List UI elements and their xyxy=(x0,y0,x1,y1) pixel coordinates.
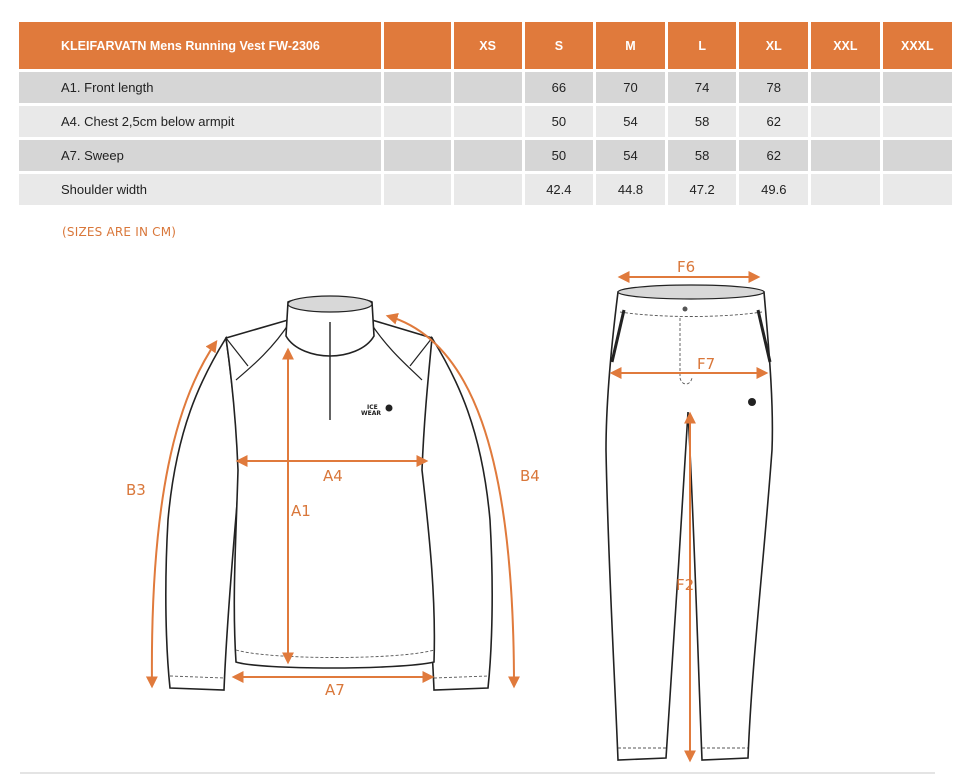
table-cell: 62 xyxy=(739,140,808,171)
table-cell: 50 xyxy=(525,140,594,171)
jacket-collar-opening xyxy=(288,296,372,312)
table-cell: 54 xyxy=(596,106,665,137)
label-a7: A7 xyxy=(325,681,345,699)
table-cell: 58 xyxy=(668,140,737,171)
table-cell: 54 xyxy=(596,140,665,171)
pants-waist-opening xyxy=(618,285,764,299)
table-title: KLEIFARVATN Mens Running Vest FW-2306 xyxy=(19,22,381,69)
label-f2: F2 xyxy=(676,576,695,594)
size-header-l: L xyxy=(668,22,737,69)
row-label: Shoulder width xyxy=(19,174,381,205)
label-a1: A1 xyxy=(291,502,311,520)
jacket-left-sleeve xyxy=(166,338,240,690)
table-cell: 44.8 xyxy=(596,174,665,205)
table-cell: 42.4 xyxy=(525,174,594,205)
table-cell: 49.6 xyxy=(739,174,808,205)
pants-logo-icon xyxy=(748,398,756,406)
size-header-s: S xyxy=(525,22,594,69)
table-cell: 58 xyxy=(668,106,737,137)
table-cell: 78 xyxy=(739,72,808,103)
size-header-xl: XL xyxy=(739,22,808,69)
table-cell: 74 xyxy=(668,72,737,103)
snowflake-icon xyxy=(386,405,393,412)
label-b3: B3 xyxy=(126,481,146,499)
table-cell: 70 xyxy=(596,72,665,103)
row-label: A7. Sweep xyxy=(19,140,381,171)
size-header-m: M xyxy=(596,22,665,69)
table-cell: 62 xyxy=(739,106,808,137)
size-header-xxxl: XXXL xyxy=(883,22,952,69)
label-f6: F6 xyxy=(677,258,696,276)
jacket-illustration xyxy=(166,296,492,690)
svg-text:ICE: ICE xyxy=(367,404,378,411)
label-f7: F7 xyxy=(697,355,716,373)
size-header-xxl: XXL xyxy=(811,22,880,69)
sizes-unit-note: (SIZES ARE IN CM) xyxy=(62,225,177,239)
table-cell: 66 xyxy=(525,72,594,103)
label-a4: A4 xyxy=(323,467,343,485)
row-label: A1. Front length xyxy=(19,72,381,103)
label-b4: B4 xyxy=(520,467,540,485)
table-cell: 50 xyxy=(525,106,594,137)
table-cell: 47.2 xyxy=(668,174,737,205)
row-label: A4. Chest 2,5cm below armpit xyxy=(19,106,381,137)
pants-button xyxy=(683,307,688,312)
svg-text:WEAR: WEAR xyxy=(361,410,381,417)
size-header-xs: XS xyxy=(454,22,522,69)
